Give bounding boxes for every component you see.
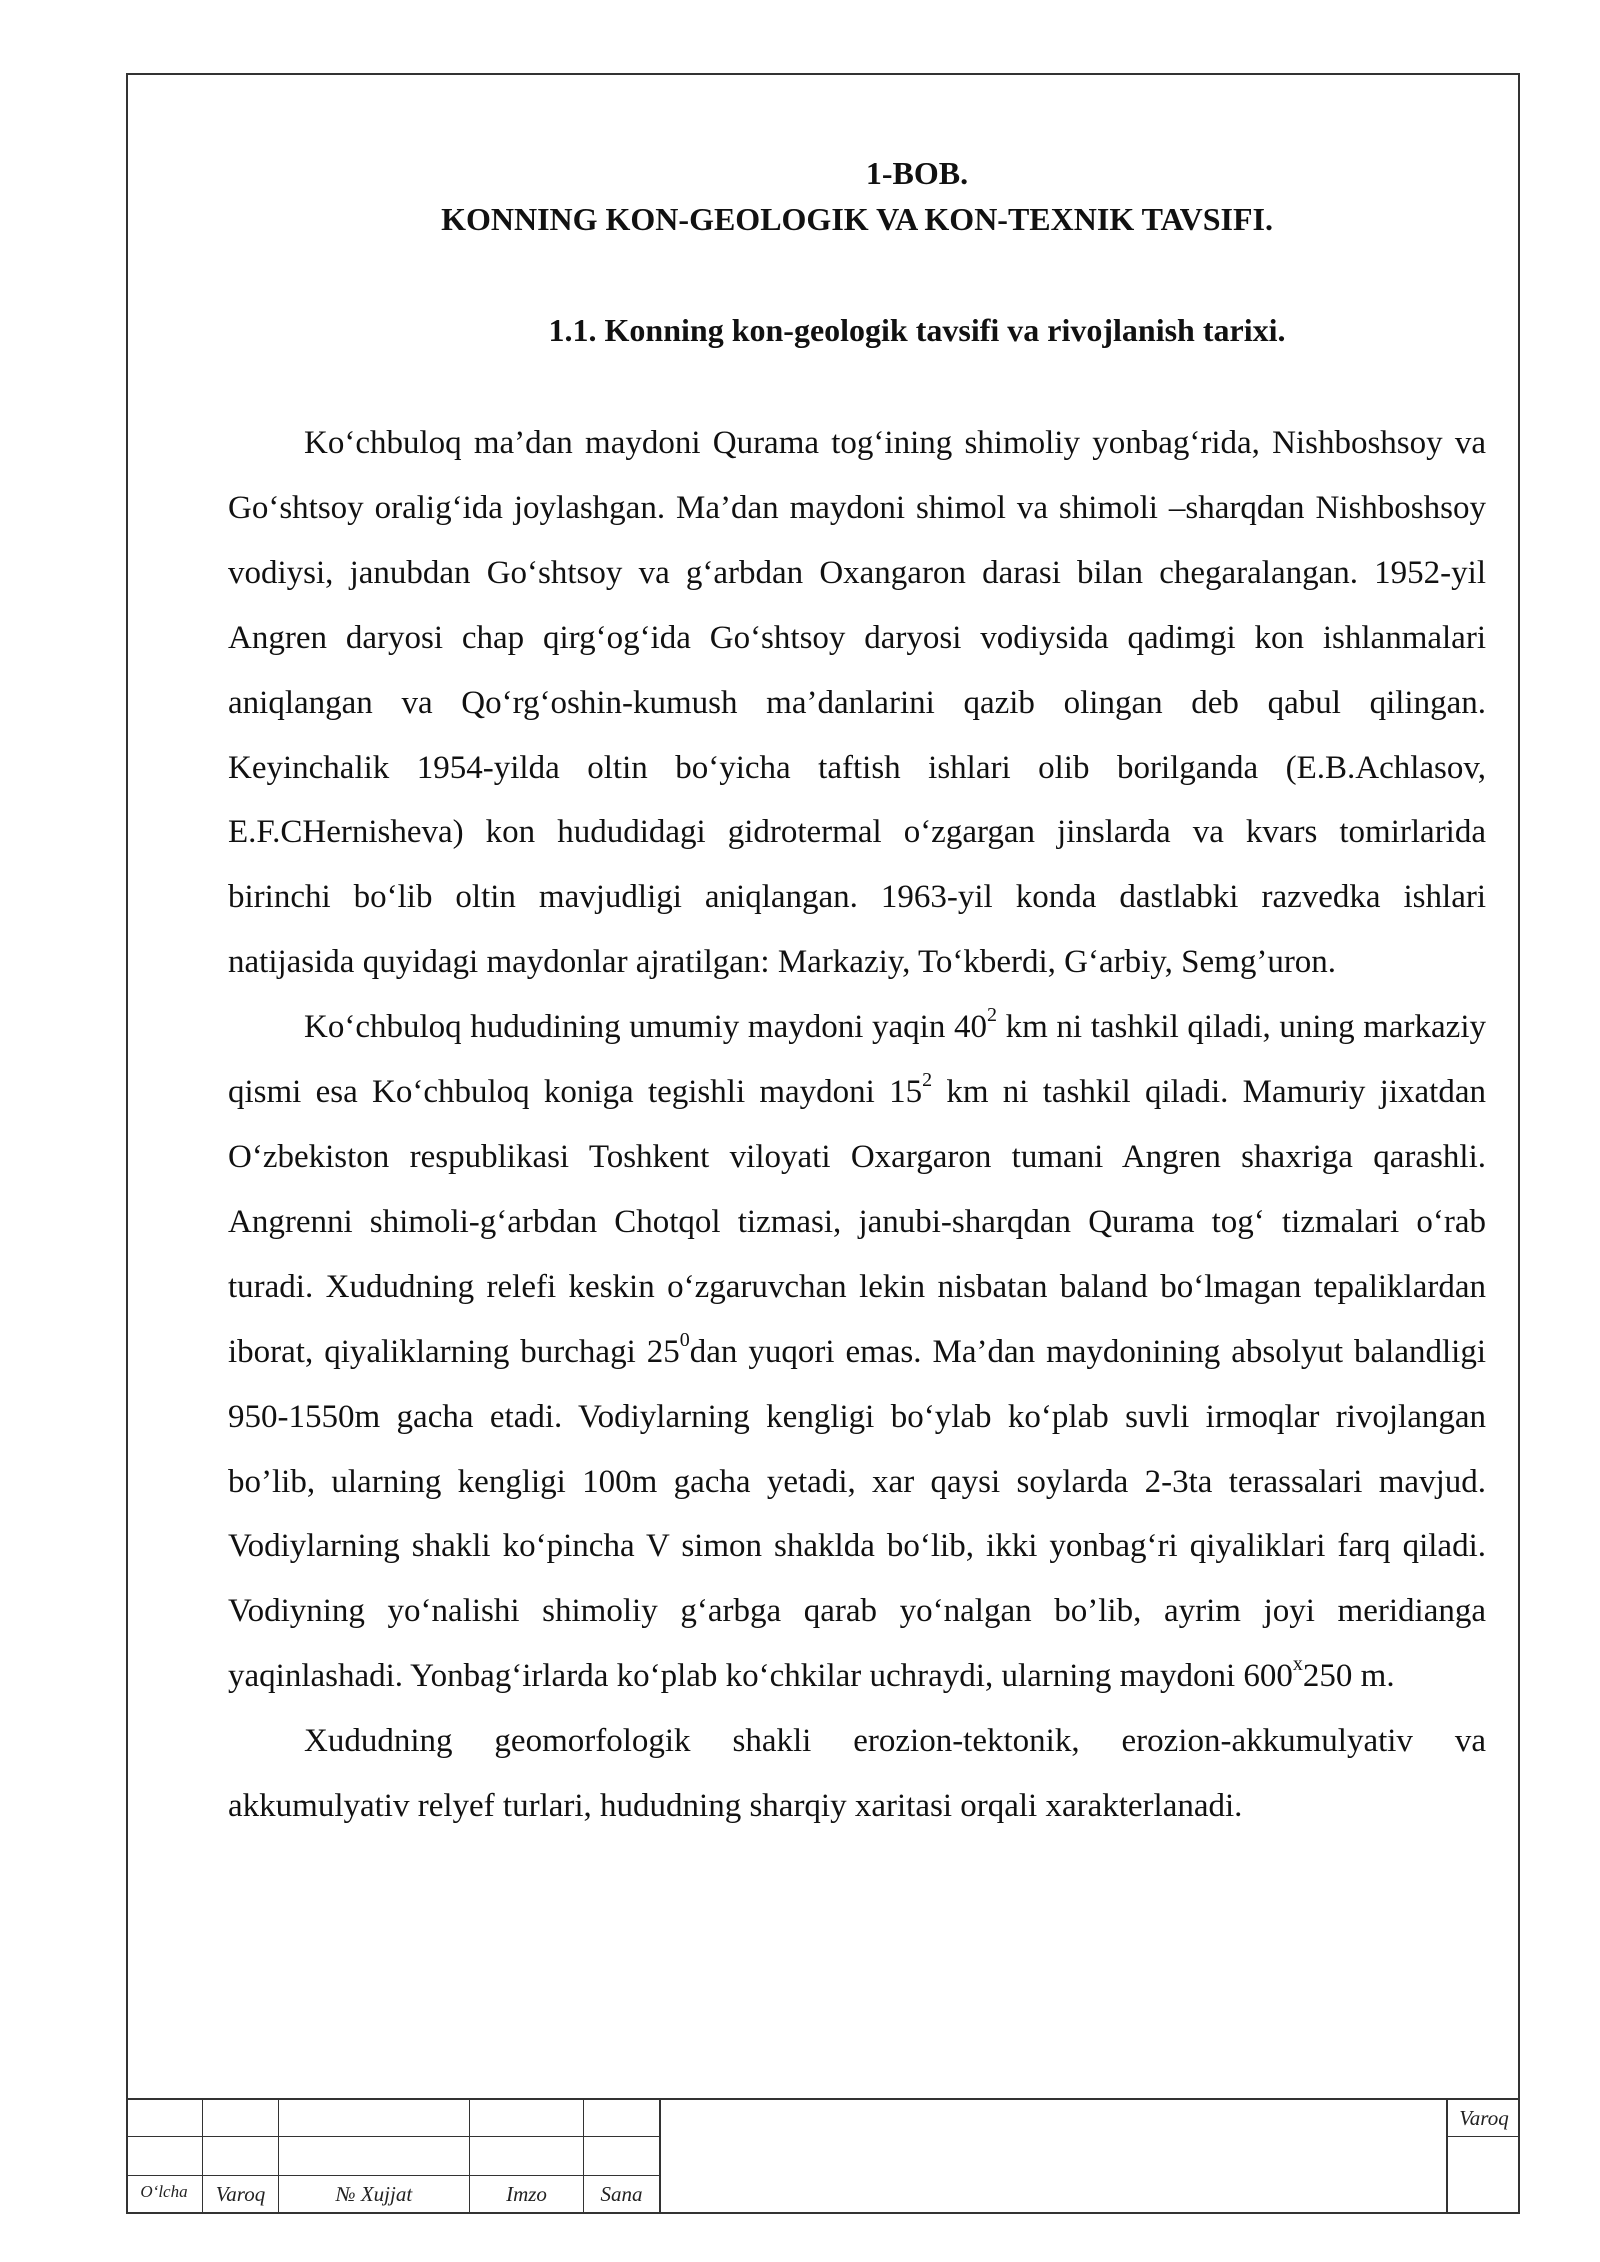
text-run: Ko‘chbuloq hududining umumiy maydoni yaqin 40 [304,1009,987,1046]
document-body [228,150,1486,1839]
document-number-label: № Xujjat [335,2182,413,2206]
paragraph-1: Ko‘chbuloq ma’dan maydoni Qurama tog‘ining shimoliy yonbag‘rida, Nishboshsoy va Go‘shtsoy oralig‘ida joylashgan. Ma’dan maydoni shimol va shimoli –sharqdan Nishboshsoy vodiysi, janubdan Go‘shtsoy va g‘arbdan Oxangaron darasi bilan chegaralangan. 1952-yil Angren daryosi chap qirg‘og‘ida Go‘shtsoy daryosi vodiysida qadimgi kon ishlanmalari aniqlangan va Qo‘rg‘oshin-kumush ma’danlarini qazib olingan deb qabul qilingan. Keyinchalik 1954-yilda oltin bo‘yicha taftish ishlari olib borilganda (E.B.Achlasov, E.F.CHernisheva) kon hududidagi gidrotermal o‘zgargan jinslarda va kvars tomirlarida birinchi bo‘lib oltin mavjudligi aniqlangan. 1963-yil konda dastlabki razvedka ishlari natijasida quyidagi maydonlar ajratilgan: Markaziy, To‘kberdi, G‘arbiy, Semg’uron. [228,425,1486,981]
chapter-number: 1-BOB. [865,155,969,191]
sheet-label: Varoq [1459,2106,1509,2130]
chapter-heading [348,150,1486,242]
text-run: km ni tashkil qiladi. Mamuriy jixatdan O‘zbekiston respublikasi Toshkent viloyati Oxargaron tumani Angren shaxriga qarashli. Angrenni shimoli-g‘arbdan Chotqol tizmasi, janubi-sharqdan Qurama tog‘ tizmalari o‘rab turadi. Xududning relefi keskin o‘zgaruvchan lekin nisbatan baland bo‘lmagan tepaliklardan iborat, qiyaliklarning burchagi 25 [228,1074,1486,1370]
body-text [228,411,1486,1839]
date-label: Sana [600,2182,643,2206]
section-heading: 1.1. Konning kon-geologik tavsifi va rivojlanish tarixi. [548,312,1286,348]
superscript: 2 [922,1069,933,1092]
varoq-column-label: Varoq [215,2182,266,2206]
title-block [126,2098,1520,2214]
superscript: 0 [679,1328,690,1351]
paragraph-3: Xududning geomorfologik shakli erozion-tektonik, erozion-akkumulyativ va akkumulyativ relyef turlari, hududning sharqiy xaritasi orqali xarakterlanadi. [228,1723,1486,1825]
superscript: 2 [986,1004,997,1027]
text-run: km ni tashkil qiladi, uning markaziy qismi esa Ko‘chbuloq koniga tegishli maydoni 15 [228,1009,1486,1111]
paragraph-2 [228,995,1486,1709]
signature-label: Imzo [506,2182,547,2206]
text-run: 250 m. [1302,1658,1395,1695]
text-run: dan yuqori emas. Ma’dan maydonining absolyut balandligi 950-1550m gacha etadi. Vodiylarning kengligi bo‘ylab ko‘plab suvli irmoqlar rivojlangan bo’lib, ularning kengligi 100m gacha yetadi, xar qaysi soylarda 2-3ta terassalari mavjud. Vodiylarning shakli ko‘pincha V simon shaklda bo‘lib, ikki yonbag‘ri qiyaliklari farq qiladi. Vodiyning yo‘nalishi shimoliy g‘arbga qarab yo‘nalgan bo’lib, ayrim joyi meridianga yaqinlashadi. Yonbag‘irlarda ko‘plab ko‘chkilar uchraydi, ularning maydoni 600 [228,1333,1486,1695]
olcha-label: O‘lcha [140,2182,188,2201]
chapter-title: KONNING KON-GEOLOGIK VA KON-TEXNIK TAVSIFI. [441,201,1273,237]
superscript: x [1292,1653,1303,1676]
